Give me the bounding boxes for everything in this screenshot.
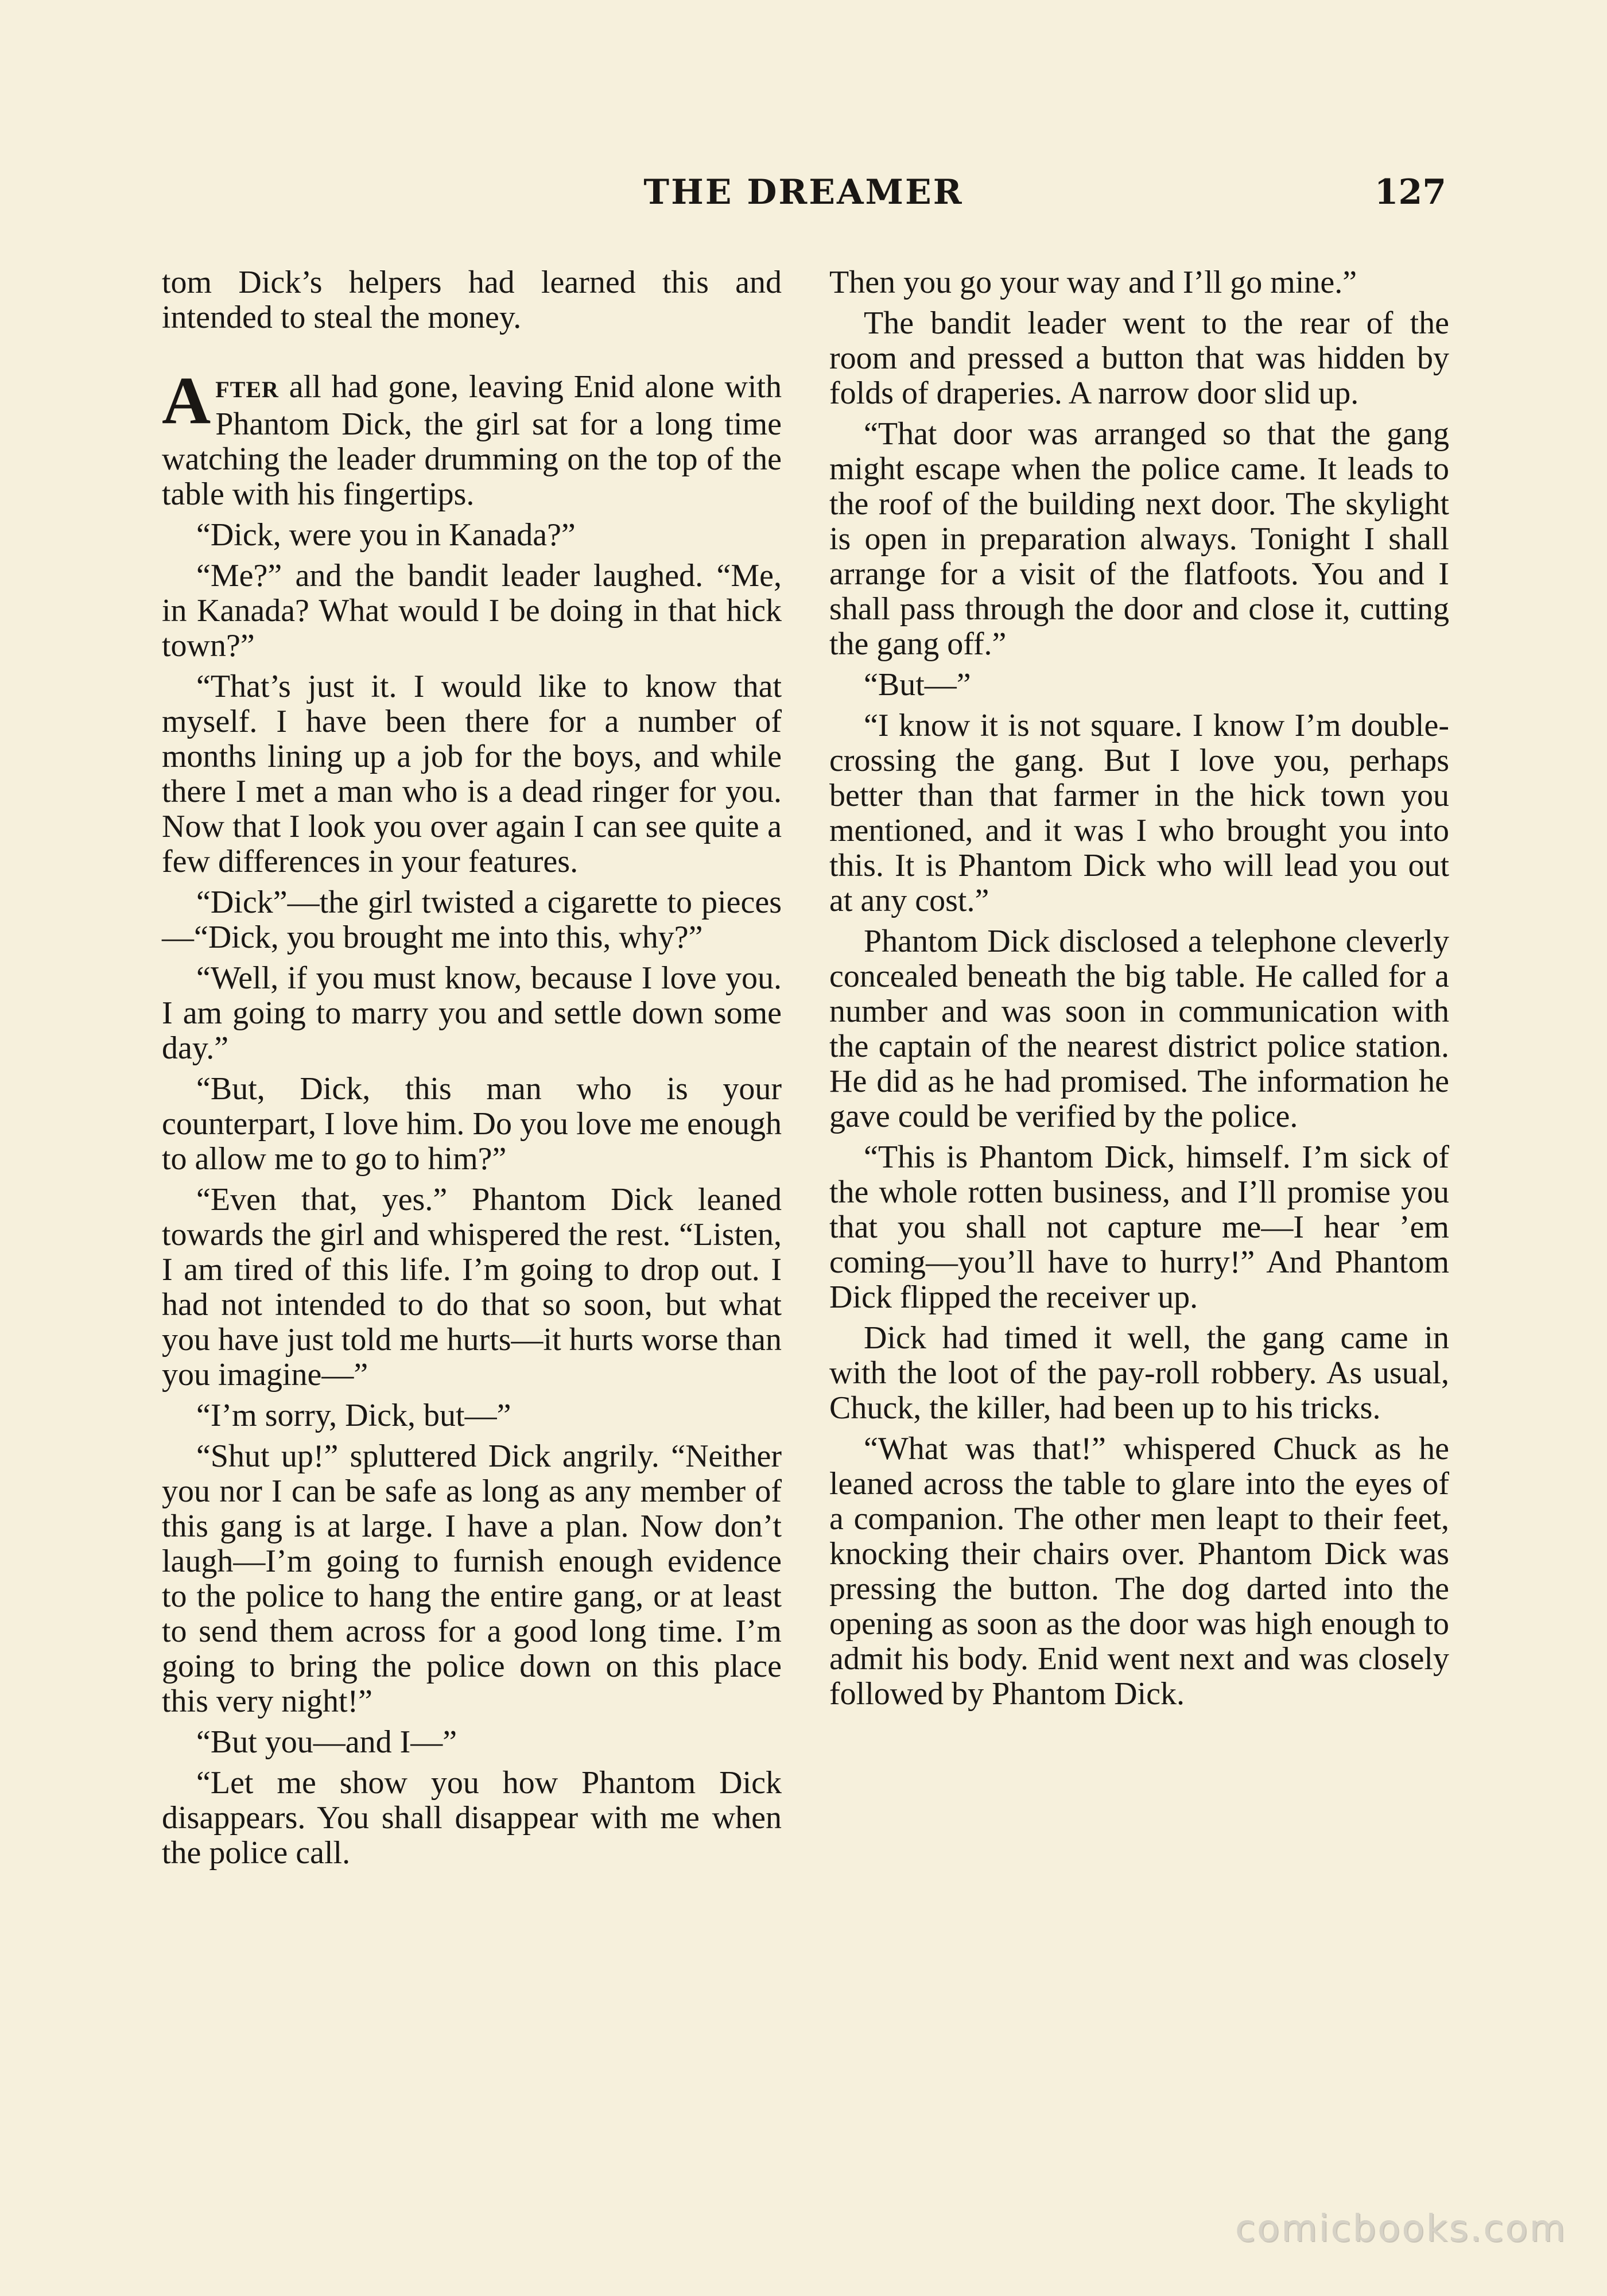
paragraph: “That door was arranged so that the gang might escape when the police came. It leads to the roof of the building next door. The skylight is open in preparation always. Tonight I shall arrange for a visit of the flatfoots. You and I shall pass through the door and close it, cutting the gang off.” [829, 416, 1449, 662]
paragraph: Dick had timed it well, the gang came in with the loot of the pay-roll robbery. As usual, Chuck, the killer, had been up to his tricks. [829, 1320, 1449, 1426]
paragraph: “What was that!” whispered Chuck as he leaned across the table to glare into the eyes of a companion. The other men leapt to their feet, knocking their chairs over. Phantom Dick was pressing the button. The dog darted into the opening as soon as the door was high enough to admit his body. Enid went next and was closely followed by Phantom Dick. [829, 1431, 1449, 1712]
paragraph: “Let me show you how Phantom Dick disappears. You shall disappear with me when the police call. [162, 1765, 782, 1871]
paragraph: “Me?” and the bandit leader laughed. “Me, in Kanada? What would I be doing in that hick town?” [162, 558, 782, 664]
paragraph: “I know it is not square. I know I’m double-crossing the gang. But I love you, perhaps better than that farmer in the hick town you mentioned, and it was I who brought you into this. It is Phantom Dick who will lead you out at any cost.” [829, 708, 1449, 918]
paragraph: “But—” [864, 667, 971, 703]
section-opening-paragraph [162, 363, 782, 512]
paragraph: “But you—and I—” [196, 1724, 457, 1760]
small-caps-text: FTER [215, 377, 279, 402]
paragraph: “Shut up!” spluttered Dick angrily. “Neither you nor I can be safe as long as any member of this gang is at large. I have a plan. Now don’t laugh—I’m going to furnish enough evidence to the police to hang the entire gang, or at least to send them across for a good long time. I’m going to bring the police down on this place this very night!” [162, 1438, 782, 1719]
page-number: 127 [1374, 172, 1446, 212]
paragraph: tom Dick’s helpers had learned this and intended to steal the money. [162, 265, 782, 335]
running-title: THE DREAMER [643, 172, 964, 212]
paragraph-text: all had gone, leaving Enid alone with Phantom Dick, the girl sat for a long time watching the leader drumming on the top of the table with his fingertips. [162, 369, 782, 512]
paragraph: “I’m sorry, Dick, but—” [196, 1398, 511, 1433]
paragraph: “But, Dick, this man who is your counterpart, I love him. Do you love me enough to allow me to go to him?” [162, 1071, 782, 1177]
paragraph: “Well, if you must know, because I love you. I am going to marry you and settle down some day.” [162, 960, 782, 1066]
paragraph: Phantom Dick disclosed a telephone cleverly concealed beneath the big table. He called for a number and was soon in communication with the captain of the nearest district police station. He did as he had promised. The information he gave could be verified by the police. [829, 924, 1449, 1134]
paragraph: “Even that, yes.” Phantom Dick leaned towards the girl and whispered the rest. “Listen, I am tired of this life. I’m going to drop out. I had not intended to do that so soon, but what you have just told me hurts—it hurts worse than you imagine—” [162, 1182, 782, 1393]
drop-cap: A [162, 363, 211, 438]
paragraph: Then you go your way and I’ll go mine.” [829, 265, 1357, 300]
running-header [161, 172, 1446, 218]
watermark: comicbooks.com [1235, 2208, 1567, 2250]
paragraph: “Dick”—the girl twisted a cigarette to pieces—“Dick, you brought me into this, why?” [162, 885, 782, 955]
right-column [829, 265, 1449, 1717]
paragraph: “This is Phantom Dick, himself. I’m sick of the whole rotten business, and I’ll promise you that you shall not capture me—I hear ’em coming—you’ll have to hurry!” And Phantom Dick flipped the receiver up. [829, 1139, 1449, 1315]
left-column [162, 265, 782, 1876]
paragraph: “Dick, were you in Kanada?” [196, 517, 576, 553]
paragraph: The bandit leader went to the rear of the room and pressed a button that was hidden by folds of draperies. A narrow door slid up. [829, 305, 1449, 411]
paragraph: “That’s just it. I would like to know that myself. I have been there for a number of months lining up a job for the boys, and while there I met a man who is a dead ringer for you. Now that I look you over again I can see quite a few differences in your features. [162, 669, 782, 879]
